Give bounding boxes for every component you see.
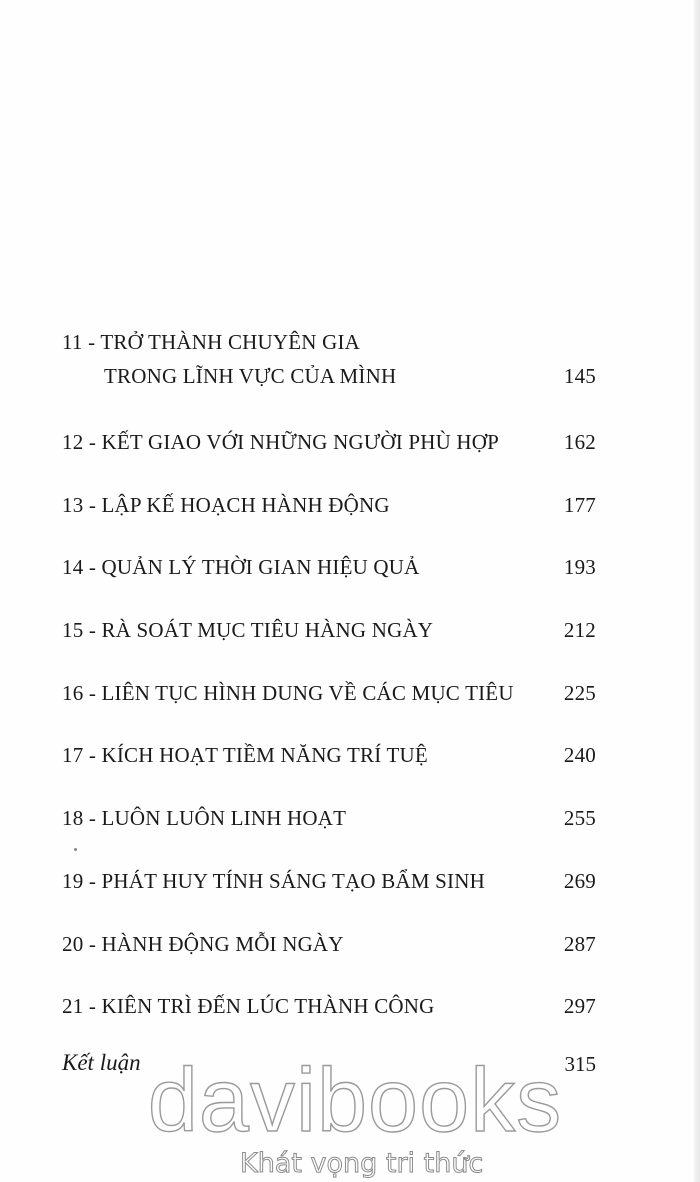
toc-entry-21 — [62, 994, 598, 1057]
toc-entry-title: 12 - KẾT GIAO VỚI NHỮNG NGƯỜI PHÙ HỢP — [62, 430, 500, 454]
toc-entry-20 — [62, 932, 598, 995]
toc-page-number: 162 — [563, 430, 596, 454]
toc-entry-title: 19 - PHÁT HUY TÍNH SÁNG TẠO BẨM SINH — [62, 868, 485, 893]
toc-page-number: 212 — [563, 618, 596, 643]
toc-page-number: 193 — [563, 555, 596, 580]
toc-entry-title: 18 - LUÔN LUÔN LINH HOẠT — [62, 806, 347, 831]
toc-page-number: 255 — [563, 806, 596, 831]
toc-entry-title: 14 - QUẢN LÝ THỜI GIAN HIỆU QUẢ — [62, 555, 420, 580]
toc-entry-title: 11 - TRỞ THÀNH CHUYÊN GIA — [62, 330, 361, 354]
toc-page-number: 269 — [563, 868, 596, 893]
toc-entry-13 — [62, 493, 598, 556]
toc-entry-17 — [62, 743, 598, 806]
toc-page-number: 287 — [563, 931, 596, 956]
toc-entry-12 — [62, 430, 598, 493]
toc-entry-title: 13 - LẬP KẾ HOẠCH HÀNH ĐỘNG — [62, 492, 390, 517]
toc-page-number: 145 — [563, 364, 596, 388]
conclusion-title: Kết luận — [62, 1050, 141, 1075]
toc-entry-title: 21 - KIÊN TRÌ ĐẾN LÚC THÀNH CÔNG — [62, 994, 435, 1019]
toc-entry-14 — [62, 555, 598, 618]
toc-entry-16 — [62, 681, 598, 744]
toc-entry-19 — [62, 869, 598, 932]
toc-page-number: 240 — [563, 743, 596, 768]
toc-entry-title: 15 - RÀ SOÁT MỤC TIÊU HÀNG NGÀY — [62, 618, 434, 643]
watermark-tagline: Khát vọng tri thức — [240, 1148, 484, 1179]
page-edge — [694, 0, 700, 1182]
toc-entry-11 — [62, 330, 598, 430]
toc-entry-title: 16 - LIÊN TỤC HÌNH DUNG VỀ CÁC MỤC TIÊU — [62, 680, 514, 705]
watermark-brand: davibooks — [147, 1051, 563, 1151]
toc-page-number: 315 — [564, 1052, 596, 1076]
toc-entry-title: 20 - HÀNH ĐỘNG MỖI NGÀY — [62, 931, 344, 956]
toc-page-number: 297 — [563, 994, 596, 1019]
table-of-contents — [62, 330, 598, 1057]
toc-page-number: 225 — [563, 680, 596, 705]
davibooks-watermark — [145, 1051, 565, 1179]
toc-page-number: 177 — [563, 492, 596, 517]
toc-entry-title: 17 - KÍCH HOẠT TIỀM NĂNG TRÍ TUỆ — [62, 743, 428, 768]
toc-entry-15 — [62, 618, 598, 681]
toc-entry-18 — [62, 806, 598, 869]
toc-entry-title-continued: TRONG LĨNH VỰC CỦA MÌNH — [104, 364, 397, 388]
